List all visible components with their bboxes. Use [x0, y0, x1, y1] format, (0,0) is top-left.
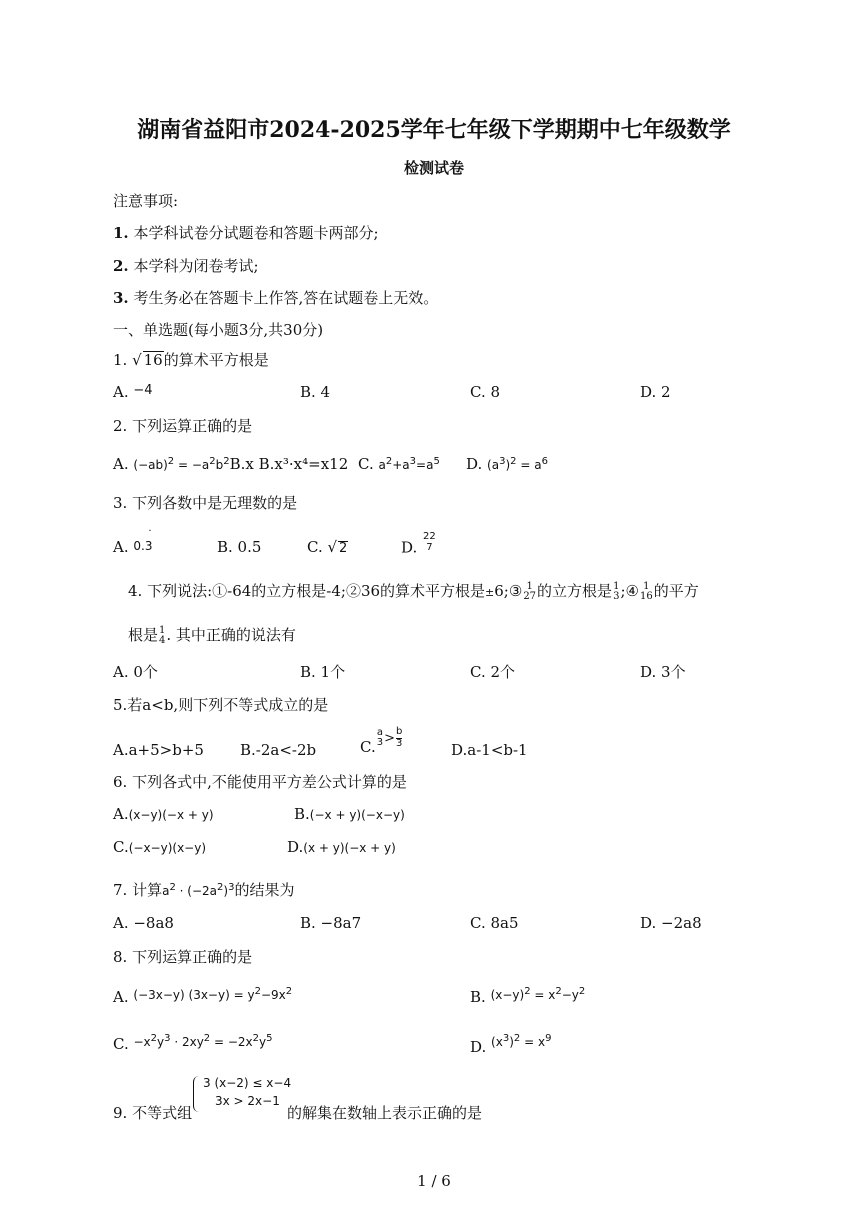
- question-1-stem: 1. √ 16的算术平方根是: [113, 351, 269, 369]
- note-item: 3. 考生务必在答题卡上作答,答在试题卷上无效。: [113, 289, 439, 307]
- question-4-line2: 根是 1 4 . 其中正确的说法有: [128, 624, 296, 646]
- q6-option-d: D.(x + y)(−x + y): [287, 838, 396, 856]
- q8-option-d: D. $^{(x^3)^2 = x^9}$: [470, 1033, 552, 1056]
- question-7-stem: 7. 计算$a^2 \cdot (-2a^2)^3$的结果为: [113, 881, 295, 899]
- q3-option-c: C. √ 2: [307, 538, 348, 556]
- q2-option-d: D. $(a^3)^2 = a^6$: [466, 455, 548, 473]
- q1-option-a: A. −4: [113, 383, 153, 401]
- q7-option-d: D. −2a8: [640, 914, 702, 932]
- q5-option-a: A.a+5>b+5: [113, 741, 204, 759]
- q4-option-c: C. 2个: [470, 663, 516, 681]
- sqrt-radicand: 16: [143, 351, 163, 369]
- notes-header: 注意事项:: [113, 192, 179, 210]
- question-3-stem: 3. 下列各数中是无理数的是: [113, 494, 298, 512]
- q1-option-b: B. 4: [300, 383, 331, 401]
- q2-option-c: C. $a^2+a^3=a^5$: [358, 455, 440, 473]
- q5-option-c: C. a 3 > $\frac{b}{3}$: [360, 726, 403, 756]
- section-heading: 一、单选题(每小题3分,共30分): [113, 321, 324, 339]
- q8-option-a: A. $^{(-3x-y) (3x-y) = y^2-9x^2}$: [113, 986, 293, 1006]
- q6-option-a: A.(x−y)(−x + y): [113, 805, 214, 823]
- system-brace: [193, 1076, 202, 1112]
- question-4-line1: 4. 下列说法:①-64的立方根是-4;②36的算术平方根是±6;③ 1 27 的立方根是 1 3 ;④ 1 16 的平方: [128, 580, 699, 602]
- question-8-stem: 8. 下列运算正确的是: [113, 948, 253, 966]
- note-item: 2. 本学科为闭卷考试;: [113, 257, 259, 275]
- q4-option-b: B. 1个: [300, 663, 346, 681]
- system-line-2: 3x > 2x−1: [215, 1094, 280, 1108]
- q2-option-a: A. $(-ab)^2 = -a^2b^2B.x$ B.x³·x⁴=x12: [113, 455, 349, 473]
- q1-option-c: C. 8: [470, 383, 501, 401]
- question-5-stem: 5.若a<b,则下列不等式成立的是: [113, 696, 329, 714]
- system-line-1: 3 (x−2) ≤ x−4: [203, 1076, 292, 1090]
- q3-option-d: D. 22 7: [401, 531, 436, 557]
- q4-option-d: D. 3个: [640, 663, 686, 681]
- q6-option-b: B.(−x + y)(−x−y): [294, 805, 405, 823]
- page-title: 湖南省益阳市2024-2025学年七年级下学期期中七年级数学: [137, 117, 731, 143]
- q7-option-c: C. 8a5: [470, 914, 519, 932]
- q3-option-a: A. 0.3 ·: [113, 526, 153, 556]
- q5-option-d: D.a-1<b-1: [451, 741, 528, 759]
- q8-option-b: B. $^{(x-y)^2 = x^2-y^2}$: [470, 986, 586, 1006]
- question-6-stem: 6. 下列各式中,不能使用平方差公式计算的是: [113, 773, 407, 791]
- question-9-stem: 的解集在数轴上表示正确的是: [287, 1104, 483, 1122]
- page-number: 1 / 6: [417, 1172, 451, 1190]
- q5-option-b: B.-2a<-2b: [240, 741, 317, 759]
- q8-option-c: C. $^{-x^2y^3 \cdot 2xy^2 = -2x^2y^5}$: [113, 1033, 273, 1053]
- question-9-number: 9. 不等式组: [113, 1104, 193, 1122]
- question-2-stem: 2. 下列运算正确的是: [113, 417, 253, 435]
- q7-option-a: A. −8a8: [113, 914, 174, 932]
- q6-option-c: C.(−x−y)(x−y): [113, 838, 207, 856]
- q1-option-d: D. 2: [640, 383, 671, 401]
- page-subtitle: 检测试卷: [403, 159, 464, 177]
- q7-option-b: B. −8a7: [300, 914, 362, 932]
- note-item: 1. 本学科试卷分试题卷和答题卡两部分;: [113, 224, 379, 242]
- q4-option-a: A. 0个: [113, 663, 158, 681]
- q3-option-b: B. 0.5: [217, 538, 262, 556]
